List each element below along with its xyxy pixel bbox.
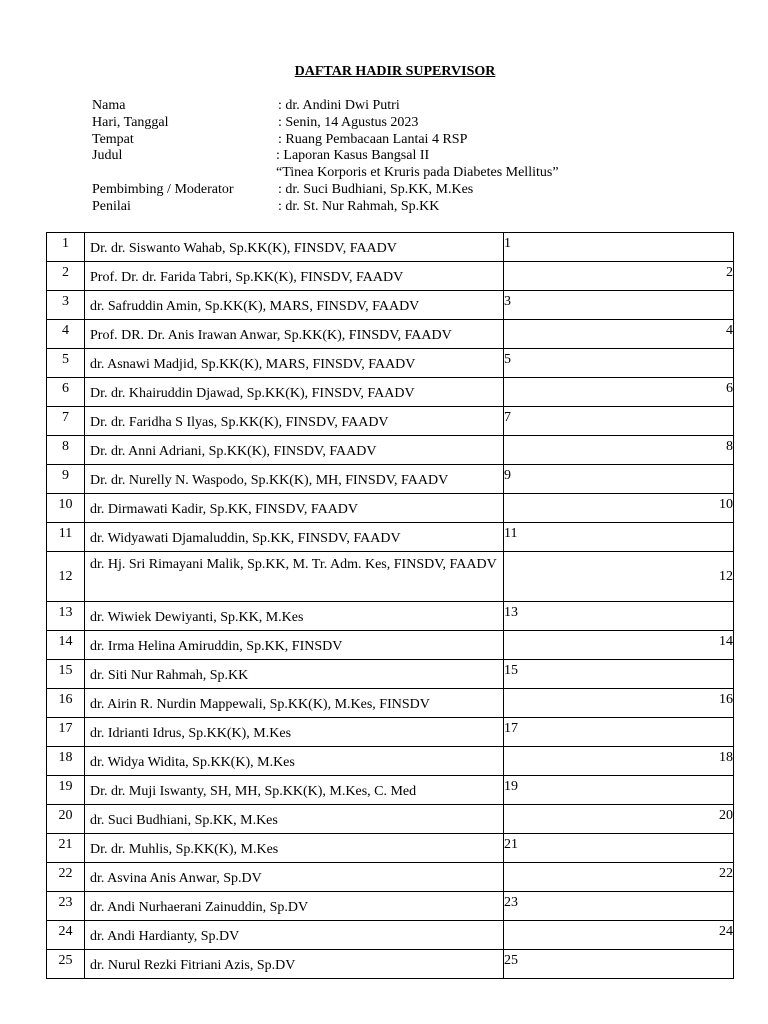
row-number: 14 [47,631,85,660]
supervisor-name: dr. Asnawi Madjid, Sp.KK(K), MARS, FINSDV, FAADV [85,349,504,378]
attendance-table-body [47,233,734,979]
supervisor-name: dr. Airin R. Nurdin Mappewali, Sp.KK(K), M.Kes, FINSDV [85,689,504,718]
signature-cell: 24 [504,921,734,950]
row-number: 6 [47,378,85,407]
row-number: 25 [47,950,85,979]
signature-cell: 21 [504,834,734,863]
attendance-table [46,232,734,979]
supervisor-name: dr. Widyawati Djamaluddin, Sp.KK, FINSDV, FAADV [85,523,504,552]
info-value: “Tinea Korporis et Kruris pada Diabetes Mellitus” [276,165,559,181]
signature-cell: 5 [504,349,734,378]
info-value: : Laporan Kasus Bangsal II [276,148,430,164]
row-number: 22 [47,863,85,892]
row-number: 10 [47,494,85,523]
info-row [92,199,559,216]
info-row [92,132,559,149]
table-row [47,291,734,320]
row-number: 13 [47,602,85,631]
supervisor-name: Dr. dr. Muhlis, Sp.KK(K), M.Kes [85,834,504,863]
table-row [47,602,734,631]
supervisor-name: dr. Hj. Sri Rimayani Malik, Sp.KK, M. Tr. Adm. Kes, FINSDV, FAADV [85,552,504,602]
info-value: : dr. Andini Dwi Putri [278,98,400,113]
supervisor-name: dr. Idrianti Idrus, Sp.KK(K), M.Kes [85,718,504,747]
signature-cell: 6 [504,378,734,407]
row-number: 7 [47,407,85,436]
table-row [47,349,734,378]
table-row [47,407,734,436]
table-row [47,834,734,863]
row-number: 1 [47,233,85,262]
table-row [47,262,734,291]
signature-cell: 23 [504,892,734,921]
table-row [47,233,734,262]
supervisor-name: dr. Andi Hardianty, Sp.DV [85,921,504,950]
info-row [92,115,559,132]
supervisor-name: dr. Nurul Rezki Fitriani Azis, Sp.DV [85,950,504,979]
table-row [47,921,734,950]
table-row [47,465,734,494]
info-row [92,148,559,165]
table-row [47,660,734,689]
info-row [92,98,559,115]
row-number: 2 [47,262,85,291]
signature-cell: 8 [504,436,734,465]
signature-cell: 1 [504,233,734,262]
table-row [47,552,734,602]
supervisor-name: dr. Widya Widita, Sp.KK(K), M.Kes [85,747,504,776]
info-label: Penilai [92,198,131,214]
row-number: 12 [47,552,85,602]
info-block [92,98,559,216]
info-label: Judul [92,148,123,164]
row-number: 21 [47,834,85,863]
supervisor-name: Dr. dr. Anni Adriani, Sp.KK(K), FINSDV, FAADV [85,436,504,465]
row-number: 9 [47,465,85,494]
supervisor-name: Dr. dr. Faridha S Ilyas, Sp.KK(K), FINSDV, FAADV [85,407,504,436]
row-number: 11 [47,523,85,552]
supervisor-name: dr. Andi Nurhaerani Zainuddin, Sp.DV [85,892,504,921]
signature-cell: 13 [504,602,734,631]
row-number: 8 [47,436,85,465]
row-number: 18 [47,747,85,776]
row-number: 5 [47,349,85,378]
info-label [92,165,278,182]
supervisor-name: Dr. dr. Nurelly N. Waspodo, Sp.KK(K), MH, FINSDV, FAADV [85,465,504,494]
row-number: 15 [47,660,85,689]
table-row [47,436,734,465]
table-row [47,805,734,834]
table-row [47,718,734,747]
table-row [47,631,734,660]
signature-cell: 14 [504,631,734,660]
table-row [47,950,734,979]
table-row [47,689,734,718]
signature-cell: 22 [504,863,734,892]
signature-cell: 9 [504,465,734,494]
info-value: : dr. St. Nur Rahmah, Sp.KK [278,198,440,214]
signature-cell: 25 [504,950,734,979]
supervisor-name: dr. Wiwiek Dewiyanti, Sp.KK, M.Kes [85,602,504,631]
supervisor-name: dr. Dirmawati Kadir, Sp.KK, FINSDV, FAADV [85,494,504,523]
signature-cell: 18 [504,747,734,776]
page-title: DAFTAR HADIR SUPERVISOR [294,64,496,79]
signature-cell: 10 [504,494,734,523]
signature-cell: 16 [504,689,734,718]
signature-cell: 17 [504,718,734,747]
info-label: Tempat [92,131,134,147]
supervisor-name: dr. Suci Budhiani, Sp.KK, M.Kes [85,805,504,834]
supervisor-name: Dr. dr. Muji Iswanty, SH, MH, Sp.KK(K), M.Kes, C. Med [85,776,504,805]
row-number: 24 [47,921,85,950]
row-number: 20 [47,805,85,834]
supervisor-name: Dr. dr. Khairuddin Djawad, Sp.KK(K), FINSDV, FAADV [85,378,504,407]
info-label: Hari, Tanggal [92,114,169,130]
table-row [47,494,734,523]
info-value: : Senin, 14 Agustus 2023 [278,114,419,130]
supervisor-name: Dr. dr. Siswanto Wahab, Sp.KK(K), FINSDV, FAADV [85,233,504,262]
table-row [47,892,734,921]
signature-cell: 7 [504,407,734,436]
signature-cell: 2 [504,262,734,291]
signature-cell: 3 [504,291,734,320]
info-value: : Ruang Pembacaan Lantai 4 RSP [278,131,468,147]
row-number: 23 [47,892,85,921]
supervisor-name: Prof. Dr. dr. Farida Tabri, Sp.KK(K), FINSDV, FAADV [85,262,504,291]
supervisor-name: dr. Siti Nur Rahmah, Sp.KK [85,660,504,689]
supervisor-name: dr. Asvina Anis Anwar, Sp.DV [85,863,504,892]
row-number: 17 [47,718,85,747]
info-value: : dr. Suci Budhiani, Sp.KK, M.Kes [278,181,474,197]
table-row [47,776,734,805]
info-row [92,182,559,199]
info-label: Nama [92,98,126,113]
info-label: Pembimbing / Moderator [92,181,234,197]
signature-cell: 4 [504,320,734,349]
signature-cell: 20 [504,805,734,834]
row-number: 19 [47,776,85,805]
table-row [47,320,734,349]
table-row [47,747,734,776]
supervisor-name: dr. Safruddin Amin, Sp.KK(K), MARS, FINSDV, FAADV [85,291,504,320]
signature-cell: 12 [504,552,734,602]
supervisor-name: dr. Irma Helina Amiruddin, Sp.KK, FINSDV [85,631,504,660]
row-number: 16 [47,689,85,718]
signature-cell: 19 [504,776,734,805]
supervisor-name: Prof. DR. Dr. Anis Irawan Anwar, Sp.KK(K), FINSDV, FAADV [85,320,504,349]
table-row [47,863,734,892]
table-row [47,378,734,407]
signature-cell: 15 [504,660,734,689]
table-row [47,523,734,552]
row-number: 3 [47,291,85,320]
row-number: 4 [47,320,85,349]
info-row [92,165,559,182]
signature-cell: 11 [504,523,734,552]
